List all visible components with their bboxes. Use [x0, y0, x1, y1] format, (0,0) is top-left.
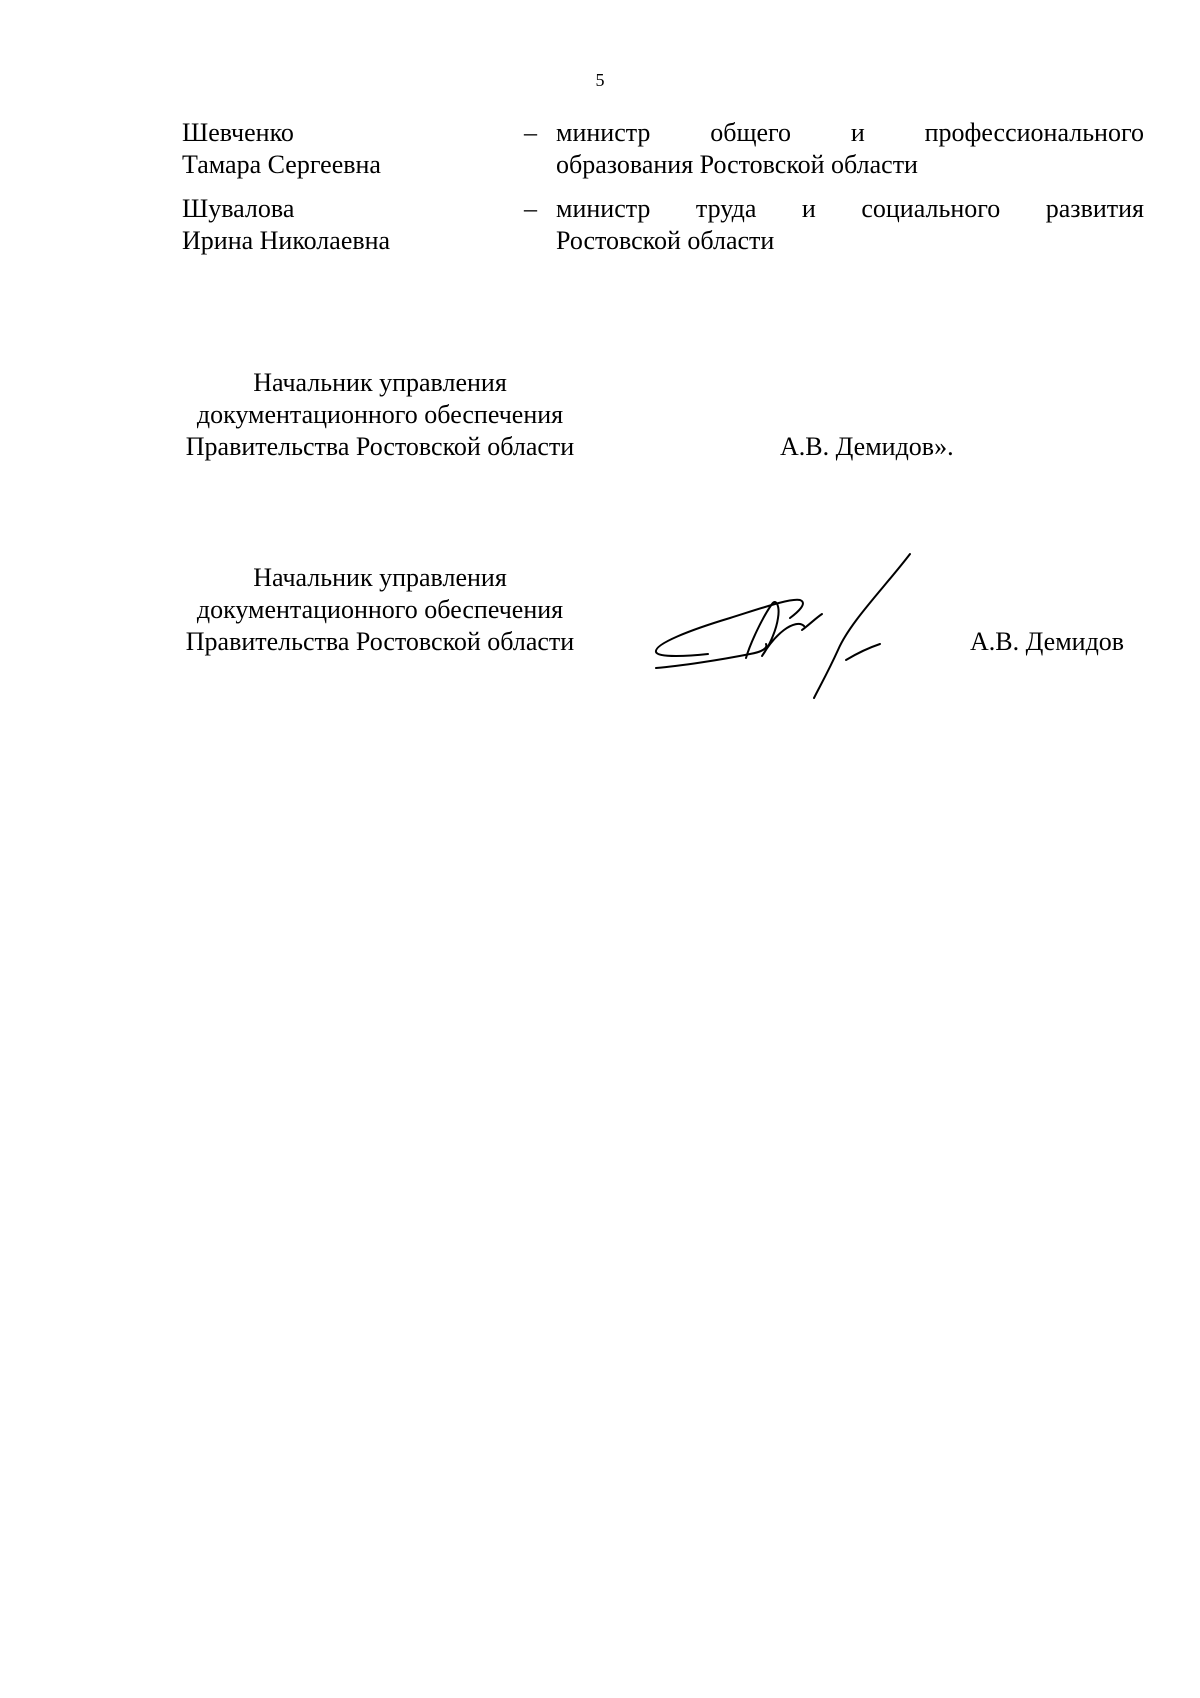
- handwritten-signature-icon: [650, 548, 940, 708]
- member-given-names: Тамара Сергеевна: [182, 150, 381, 179]
- signatory-name: А.В. Демидов: [970, 627, 1125, 656]
- member-dash: –: [524, 118, 537, 147]
- page-number: 5: [595, 70, 605, 90]
- member-role: [556, 193, 1144, 257]
- member-role: [556, 117, 1144, 181]
- member-role-line: образования Ростовской области: [556, 150, 918, 179]
- member-given-names: Ирина Николаевна: [182, 226, 391, 255]
- signatory-name: А.В. Демидов».: [780, 432, 954, 461]
- signatory-title-line: документационного обеспечения: [196, 400, 564, 429]
- member-surname: Шевченко: [182, 118, 294, 147]
- signatory-title-line: Правительства Ростовской области: [185, 432, 575, 461]
- signatory-title-line: Правительства Ростовской области: [185, 627, 575, 656]
- member-role-line: Ростовской области: [556, 226, 775, 255]
- signatory-title: [160, 367, 600, 463]
- signatory-title: [160, 562, 600, 658]
- member-dash: –: [524, 194, 537, 223]
- signatory-title-line: документационного обеспечения: [196, 595, 564, 624]
- member-role-line: министр труда и социального развития: [556, 194, 1144, 223]
- member-surname: Шувалова: [182, 194, 295, 223]
- member-name: [182, 117, 502, 181]
- signatory-title-line: Начальник управления: [253, 563, 507, 592]
- member-role-line: министр общего и профессионального: [556, 118, 1144, 147]
- signatory-title-line: Начальник управления: [253, 368, 507, 397]
- member-name: [182, 193, 502, 257]
